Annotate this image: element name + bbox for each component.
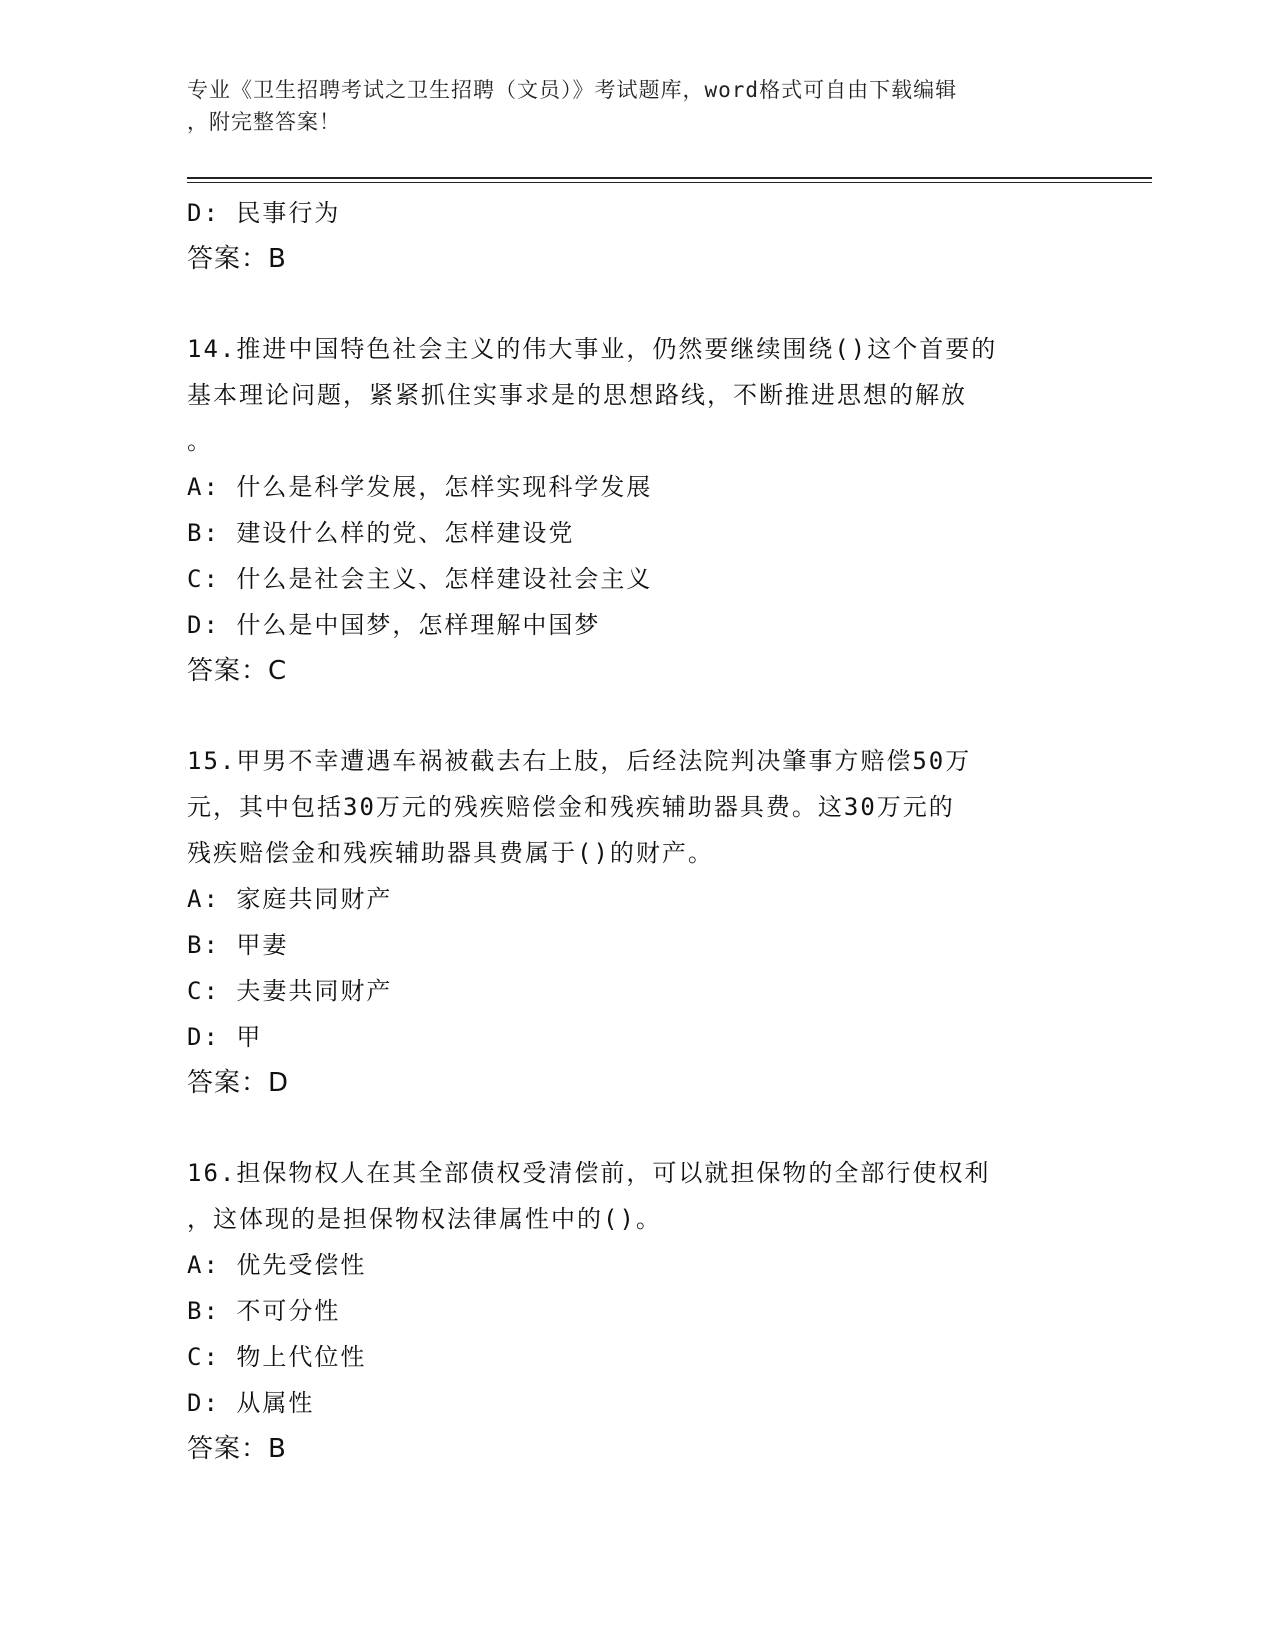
- question-stem-line: 残疾赔偿金和残疾辅助器具费属于()的财产。: [187, 839, 714, 867]
- option-b: B: 建设什么样的党、怎样建设党: [187, 519, 575, 547]
- option-c: C: 夫妻共同财产: [187, 977, 393, 1005]
- option-d: D: 甲: [187, 1023, 263, 1051]
- page-header: [187, 74, 1067, 138]
- question-14: [187, 326, 1087, 694]
- question-16: [187, 1150, 1087, 1472]
- header-divider-thick: [187, 177, 1152, 179]
- answer-line: 答案：B: [187, 244, 287, 274]
- question-15: [187, 738, 1087, 1106]
- option-c: C: 物上代位性: [187, 1343, 367, 1371]
- question-stem-line: ，这体现的是担保物权法律属性中的()。: [187, 1205, 662, 1233]
- header-line-1: 专业《卫生招聘考试之卫生招聘（文员）》考试题库，word格式可自由下载编辑: [187, 78, 958, 102]
- question-stem-line: 元，其中包括30万元的残疾赔偿金和残疾辅助器具费。这30万元的: [187, 793, 955, 821]
- option-c: C: 什么是社会主义、怎样建设社会主义: [187, 565, 653, 593]
- option-b: B: 不可分性: [187, 1297, 341, 1325]
- header-divider-thin: [187, 182, 1152, 183]
- option-a: A: 家庭共同财产: [187, 885, 393, 913]
- question-stem-line: 。: [187, 427, 213, 455]
- answer-line: 答案：D: [187, 1068, 290, 1098]
- answer-line: 答案：C: [187, 656, 288, 686]
- question-stem-line: 14.推进中国特色社会主义的伟大事业，仍然要继续围绕()这个首要的: [187, 335, 998, 363]
- header-line-2: ，附完整答案！: [187, 110, 341, 134]
- option-d: D: 从属性: [187, 1389, 315, 1417]
- question-stem-line: 基本理论问题，紧紧抓住实事求是的思想路线，不断推进思想的解放: [187, 381, 967, 409]
- option-b: B: 甲妻: [187, 931, 289, 959]
- question-stem-line: 16.担保物权人在其全部债权受清偿前，可以就担保物的全部行使权利: [187, 1159, 991, 1187]
- question-stem-line: 15.甲男不幸遭遇车祸被截去右上肢，后经法院判决肇事方赔偿50万: [187, 747, 972, 775]
- option-d: D: 什么是中国梦，怎样理解中国梦: [187, 611, 601, 639]
- answer-line: 答案：B: [187, 1434, 287, 1464]
- question-content: [187, 190, 1087, 1516]
- option-d: D: 民事行为: [187, 199, 341, 227]
- previous-question-tail: [187, 190, 1087, 282]
- option-a: A: 什么是科学发展，怎样实现科学发展: [187, 473, 653, 501]
- option-a: A: 优先受偿性: [187, 1251, 367, 1279]
